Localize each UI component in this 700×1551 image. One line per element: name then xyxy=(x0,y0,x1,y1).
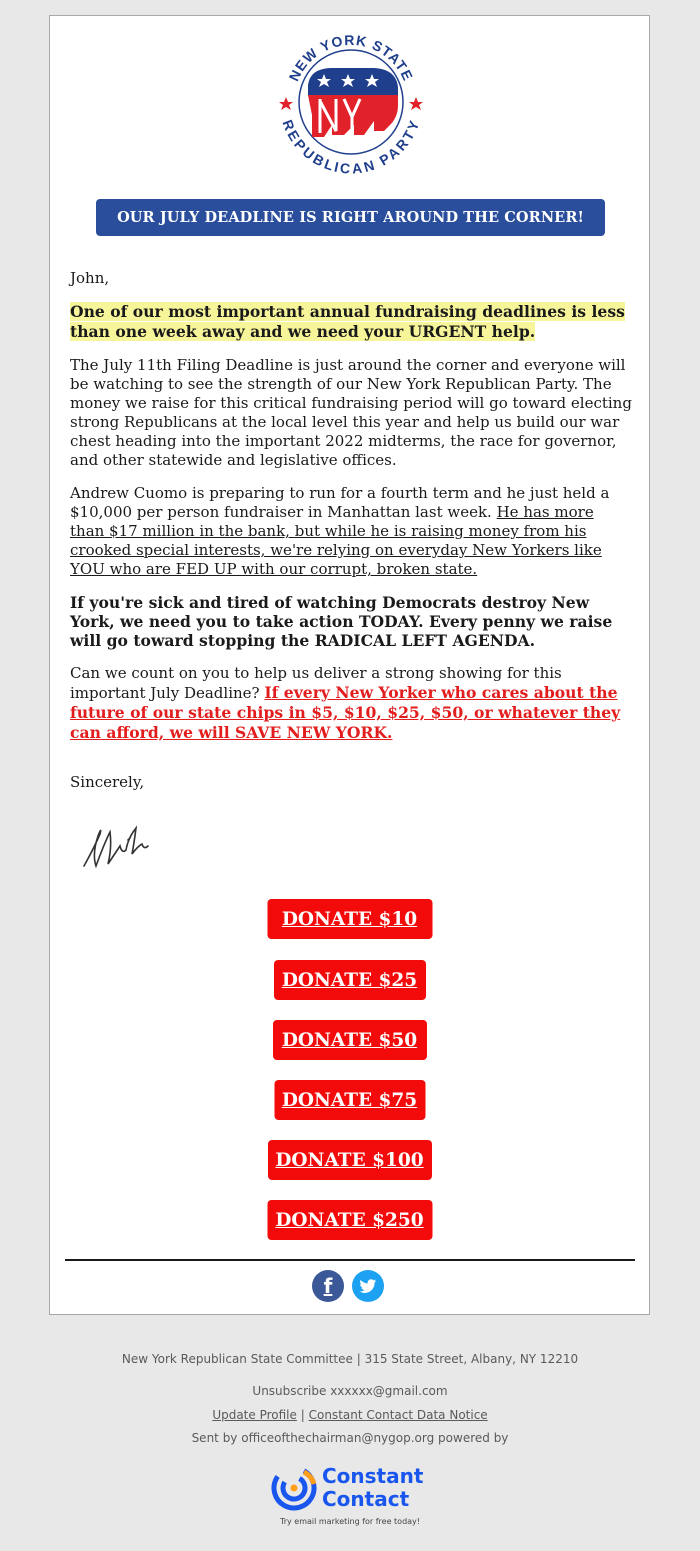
update-profile-link[interactable]: Update Profile xyxy=(212,1408,297,1422)
deadline-banner: OUR JULY DEADLINE IS RIGHT AROUND THE CORNER! xyxy=(96,199,605,236)
nygop-logo xyxy=(274,25,428,179)
constant-contact-tagline: Try email marketing for free today! xyxy=(280,1517,420,1526)
urgent-paragraph xyxy=(70,302,632,342)
divider xyxy=(65,1259,635,1261)
svg-text:REPUBLICAN PARTY: REPUBLICAN PARTY xyxy=(279,117,423,177)
donate-10-button[interactable]: DONATE $10 xyxy=(267,899,432,939)
constant-contact-icon xyxy=(270,1464,318,1512)
donate-75-button[interactable]: DONATE $75 xyxy=(274,1080,425,1120)
signoff: Sincerely, xyxy=(70,773,145,791)
facebook-icon[interactable]: f xyxy=(312,1270,344,1302)
letter-body xyxy=(70,269,632,806)
cuomo-underlined: He has more than $17 million in the bank, but while he is raising money from his crooked special interests, we're relying on everyday New Yorkers like YOU who are FED UP with our corrupt, broken state. xyxy=(70,503,602,578)
signature xyxy=(80,814,180,874)
svg-text:NEW YORK STATE: NEW YORK STATE xyxy=(285,31,417,84)
twitter-icon[interactable] xyxy=(352,1270,384,1302)
appeal-paragraph xyxy=(70,664,632,743)
cuomo-text: Andrew Cuomo is preparing to run for a fourth term and he just held a $10,000 per person fundraiser in Manhattan last week. xyxy=(70,484,610,521)
constant-contact-wordmark: Constant Contact xyxy=(322,1464,424,1511)
donate-100-button[interactable]: DONATE $100 xyxy=(268,1140,432,1180)
cuomo-paragraph xyxy=(70,484,632,579)
footer-unsubscribe[interactable]: Unsubscribe xxxxxx@gmail.com xyxy=(252,1384,448,1398)
deadline-paragraph: The July 11th Filing Deadline is just around the corner and everyone will be watching to see the strength of our New York Republican Party. The money we raise for this critical fundraising period will go toward electing strong Republicans at the local level this year and help us build our war chest heading into the important 2022 midterms, the race for governor, and other statewide and legislative offices. xyxy=(70,356,632,469)
twitter-bird-icon xyxy=(359,1279,377,1294)
donate-25-button[interactable]: DONATE $25 xyxy=(274,960,426,1000)
greeting: John, xyxy=(70,269,110,287)
footer-links xyxy=(0,1408,700,1422)
constant-contact-logo[interactable] xyxy=(268,1464,438,1544)
donate-250-button[interactable]: DONATE $250 xyxy=(267,1200,432,1240)
urgent-highlight: One of our most important annual fundraising deadlines is less than one week away and we need your URGENT help. xyxy=(70,302,625,341)
donate-50-button[interactable]: DONATE $50 xyxy=(273,1020,427,1060)
email-card xyxy=(49,15,650,1315)
action-paragraph: If you're sick and tired of watching Democrats destroy New York, we need you to take action TODAY. Every penny we raise will go toward stopping the RADICAL LEFT AGENDA. xyxy=(70,593,613,650)
footer-address: New York Republican State Committee | 315 State Street, Albany, NY 12210 xyxy=(121,1352,579,1366)
save-ny-link[interactable]: If every New Yorker who cares about the future of our state chips in $5, $10, $25, $50, or whatever they can afford, we will SAVE NEW YORK. xyxy=(70,683,621,742)
appeal-text: Can we count on you to help us deliver a strong showing for this important July Deadline? xyxy=(70,664,562,702)
data-notice-link[interactable]: Constant Contact Data Notice xyxy=(308,1408,488,1422)
footer-sent-by: Sent by officeofthechairman@nygop.org powered by xyxy=(191,1431,509,1445)
footer-separator: | xyxy=(300,1408,305,1422)
